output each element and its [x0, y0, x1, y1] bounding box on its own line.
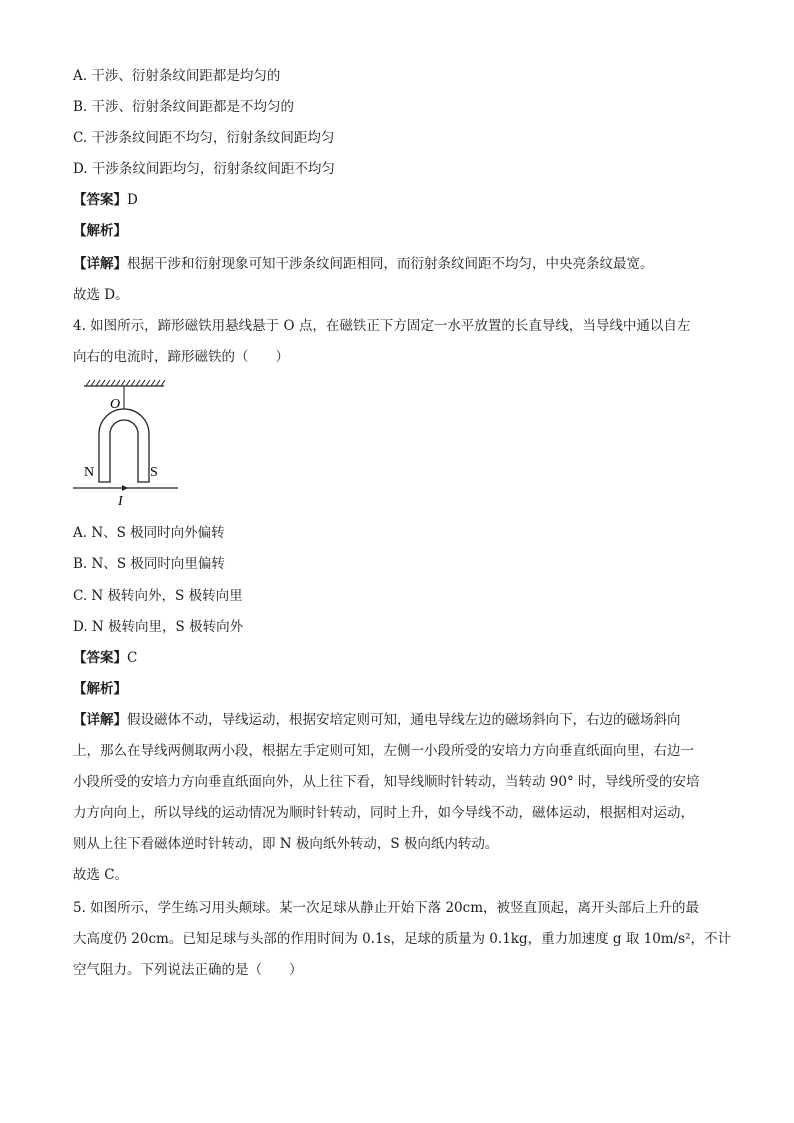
answer-tag: 【答案】: [73, 192, 127, 208]
q4-detail-line-4: 力方向向上，所以导线的运动情况为顺时针转动，同时上升，如今导线不动，磁体运动，根据相对运动，: [73, 805, 694, 821]
current-arrow: [122, 485, 128, 491]
label-i: I: [118, 494, 123, 508]
q4-analysis-tag: 【解析】: [73, 681, 127, 697]
ceiling-hatch: [86, 380, 165, 386]
question-5-stem-2: 大高度仍 20cm。已知足球与头部的作用时间为 0.1s，足球的质量为 0.1kg，重力加速度 g 取 10m/s²，不计: [73, 931, 731, 947]
q4-answer-line: [73, 648, 137, 668]
q4-option-a: A. N、S 极同时向外偏转: [73, 525, 225, 541]
q4-conclusion: 故选 C。: [73, 867, 129, 883]
answer-line: [73, 190, 138, 210]
q4-answer-tag: 【答案】: [73, 650, 127, 666]
detail-tag: 【详解】: [73, 256, 127, 272]
question-4-stem-2: 向右的电流时，蹄形磁铁的（ ）: [73, 349, 289, 365]
q4-detail-line-1: 【详解】假设磁体不动，导线运动，根据安培定则可知，通电导线左边的磁场斜向下，右边的磁场斜向: [73, 712, 681, 728]
detail-text: 根据干涉和衍射现象可知干涉条纹间距相同，而衍射条纹间距不均匀，中央亮条纹最宽。: [127, 256, 654, 272]
question-5-stem-3: 空气阻力。下列说法正确的是（ ）: [73, 962, 303, 978]
label-o: O: [110, 397, 121, 412]
conclusion: 故选 D。: [73, 287, 129, 303]
detail-line: [73, 254, 654, 274]
q4-detail-line-5: 则从上往下看磁体逆时针转动，即 N 极向纸外转动，S 极向纸内转动。: [73, 836, 499, 852]
q4-answer-value: C: [127, 650, 138, 666]
q4-option-b: B. N、S 极同时向里偏转: [73, 556, 225, 572]
label-n: N: [84, 465, 95, 480]
label-s: S: [150, 465, 158, 480]
question-5-stem-1: 5. 如图所示，学生练习用头颠球。某一次足球从静止开始下落 20cm，被竖直顶起，离开头部后上升的最: [73, 900, 700, 916]
option-b: B. 干涉、衍射条纹间距都是不均匀的: [73, 99, 295, 115]
q4-detail-line-2: 上，那么在导线两侧取两小段，根据左手定则可知，左侧一小段所受的安培力方向垂直纸面向里，右边一: [73, 743, 694, 759]
q4-option-c: C. N 极转向外，S 极转向里: [73, 588, 243, 604]
question-4-stem-1: 4. 如图所示，蹄形磁铁用悬线悬于 O 点，在磁铁正下方固定一水平放置的长直导线，当导线中通以自左: [73, 318, 691, 334]
option-d: D. 干涉条纹间距均匀，衍射条纹间距不均匀: [73, 161, 335, 177]
horseshoe-magnet: [99, 409, 149, 482]
q4-detail-line-3: 小段所受的安培力方向垂直纸面向外，从上往下看，知导线顺时针转动，当转动 90° 时，导线所受的安培: [73, 774, 700, 790]
q4-detail-tag: 【详解】: [73, 712, 127, 728]
option-a: A. 干涉、衍射条纹间距都是均匀的: [73, 68, 281, 84]
option-c: C. 干涉条纹间距不均匀，衍射条纹间距均匀: [73, 130, 335, 146]
q4-option-d: D. N 极转向里，S 极转向外: [73, 619, 244, 635]
analysis-tag: 【解析】: [73, 223, 127, 239]
magnet-figure: [70, 378, 185, 508]
answer-value: D: [127, 192, 138, 208]
